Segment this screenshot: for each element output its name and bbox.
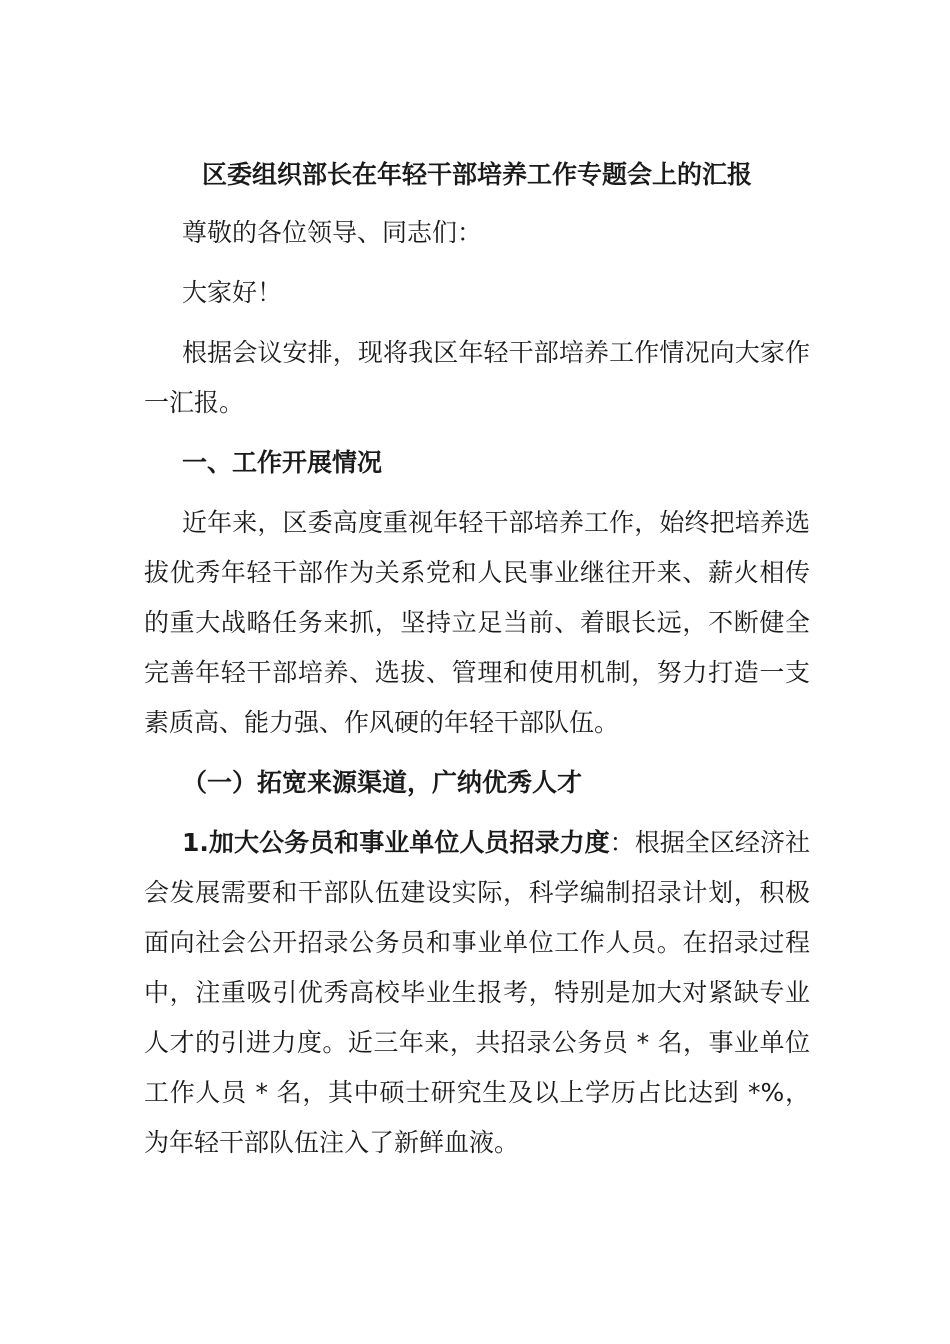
subsection-heading: （一）拓宽来源渠道，广纳优秀人才 [182, 768, 583, 797]
greeting: 大家好！ [182, 278, 283, 307]
section-heading: 一、工作开展情况 [182, 448, 383, 477]
intro-paragraph: 根据会议安排，现将我区年轻干部培养工作情况向大家作一汇报。 [144, 338, 810, 417]
section-paragraph: 近年来，区委高度重视年轻干部培养工作，始终把培养选拔优秀年轻干部作为关系党和人民事业继往开来、薪火相传的重大战略任务来抓，坚持立足当前、着眼长远，不断健全完善年轻干部培养、选拔、管理和使用机制，努力打造一支素质高、能力强、作风硬的年轻干部队伍。 [144, 508, 810, 737]
document-body [144, 152, 810, 1178]
salutation: 尊敬的各位领导、同志们： [182, 218, 483, 247]
document-title: 区委组织部长在年轻干部培养工作专题会上的汇报 [201, 160, 752, 189]
item-body: ：根据全区经济社会发展需要和干部队伍建设实际，科学编制招录计划，积极面向社会公开招录公务员和事业单位工作人员。在招录过程中，注重吸引优秀高校毕业生报考，特别是加大对紧缺专业人才的引进力度。近三年来，共招录公务员 * 名，事业单位工作人员 * 名，其中硕士研究生及以上学历占比达到 *%，为年轻干部队伍注入了新鲜血液。 [144, 828, 810, 1157]
item-lead: 1.加大公务员和事业单位人员招录力度 [182, 828, 610, 857]
item-paragraph [144, 818, 810, 1168]
